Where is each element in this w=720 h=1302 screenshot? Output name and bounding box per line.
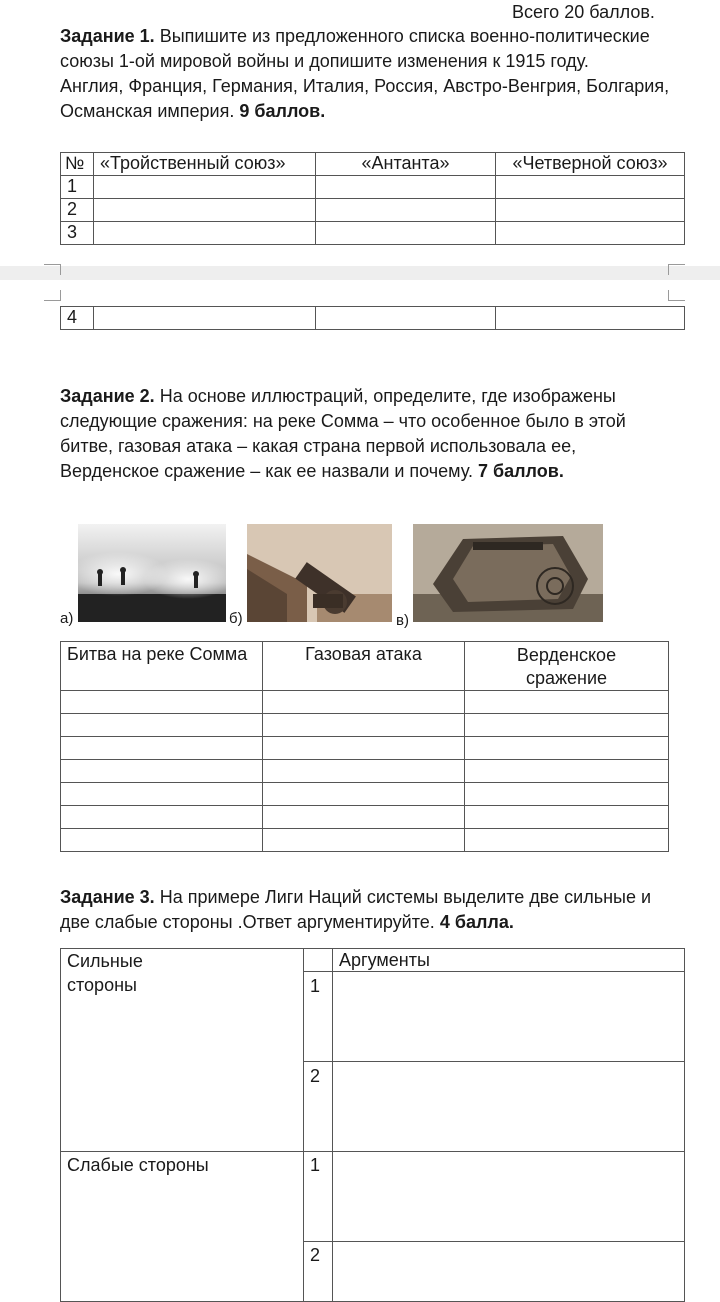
arguments-header: Аргументы (333, 949, 685, 972)
answer-cell[interactable] (465, 829, 669, 852)
answer-cell[interactable] (316, 307, 496, 330)
answer-cell[interactable] (496, 307, 685, 330)
argument-cell[interactable] (333, 1062, 685, 1152)
task1-countries: Англия, Франция, Германия, Италия, Россия, Австро-Венгрия, Болгария, Османская империя. (60, 76, 670, 121)
answer-cell[interactable] (61, 691, 263, 714)
answer-cell[interactable] (465, 691, 669, 714)
answer-cell[interactable] (263, 691, 465, 714)
page-corner-mark (44, 290, 61, 301)
answer-cell[interactable] (465, 714, 669, 737)
task2-points: 7 баллов. (477, 461, 564, 481)
answer-cell[interactable] (61, 737, 263, 760)
league-of-nations-table (60, 948, 685, 1302)
answer-cell[interactable] (263, 829, 465, 852)
task1-points: 9 баллов. (239, 101, 326, 121)
answer-cell[interactable] (496, 199, 685, 222)
strong-sides-label: Сильные стороны (61, 949, 304, 1152)
task2-instructions: На основе иллюстраций, определите, где изображены следующие сражения: на реке Сомма – что особенное было в этой битве, газовая атака – какая страна первой использовала ее, Верденское сражение – как ее назвали и почему. (60, 386, 626, 481)
col-somme: Битва на реке Сомма (61, 642, 263, 691)
argument-cell[interactable] (333, 1242, 685, 1302)
tank-photo (413, 524, 603, 622)
photo-label-a: а) (60, 610, 74, 627)
answer-cell[interactable] (61, 714, 263, 737)
task3-label: Задание 3. (60, 887, 155, 907)
col-gas-attack: Газовая атака (263, 642, 465, 691)
task1-label: Задание 1. (60, 26, 155, 46)
photo-label-c: в) (396, 612, 409, 629)
page-corner-mark (668, 264, 685, 275)
answer-cell[interactable] (61, 783, 263, 806)
answer-cell[interactable] (465, 783, 669, 806)
col-central-powers: «Четверной союз» (496, 153, 685, 176)
argument-cell[interactable] (333, 1152, 685, 1242)
task3-text (60, 885, 670, 935)
task3-points: 4 балла. (439, 912, 514, 932)
answer-cell[interactable] (263, 806, 465, 829)
num-cell (304, 949, 333, 972)
row-number: 1 (304, 972, 333, 1062)
answer-cell[interactable] (496, 176, 685, 199)
page-corner-mark (44, 264, 61, 275)
answer-cell[interactable] (316, 222, 496, 245)
answer-cell[interactable] (263, 714, 465, 737)
artillery-photo (247, 524, 392, 622)
task1-text (60, 24, 685, 124)
answer-cell[interactable] (61, 806, 263, 829)
total-points: Всего 20 баллов. (512, 2, 655, 22)
answer-cell[interactable] (316, 176, 496, 199)
gas-attack-photo (78, 524, 226, 622)
page-corner-mark (668, 290, 685, 301)
answer-cell[interactable] (61, 829, 263, 852)
col-number: № (61, 153, 94, 176)
row-number: 2 (61, 199, 94, 222)
task2-label: Задание 2. (60, 386, 155, 406)
row-number: 1 (61, 176, 94, 199)
answer-cell[interactable] (94, 307, 316, 330)
page-break (0, 266, 720, 280)
task3-instructions: На примере Лиги Наций системы выделите две сильные и две слабые стороны .Ответ аргументируйте. (60, 887, 652, 932)
col-verdun: Верденское сражение (465, 642, 669, 691)
argument-cell[interactable] (333, 972, 685, 1062)
col-entente: «Антанта» (316, 153, 496, 176)
row-number: 1 (304, 1152, 333, 1242)
battles-table (60, 641, 669, 852)
answer-cell[interactable] (94, 222, 316, 245)
answer-cell[interactable] (496, 222, 685, 245)
answer-cell[interactable] (263, 783, 465, 806)
row-number: 2 (304, 1242, 333, 1302)
answer-cell[interactable] (263, 760, 465, 783)
row-number: 2 (304, 1062, 333, 1152)
task2-text (60, 384, 670, 484)
answer-cell[interactable] (465, 737, 669, 760)
row-number: 4 (61, 307, 94, 330)
answer-cell[interactable] (465, 806, 669, 829)
alliances-table (60, 152, 685, 245)
answer-cell[interactable] (465, 760, 669, 783)
answer-cell[interactable] (94, 176, 316, 199)
row-number: 3 (61, 222, 94, 245)
alliances-table-continued (60, 306, 685, 330)
answer-cell[interactable] (61, 760, 263, 783)
weak-sides-label: Слабые стороны (61, 1152, 304, 1302)
col-triple-alliance: «Тройственный союз» (94, 153, 316, 176)
answer-cell[interactable] (94, 199, 316, 222)
photo-label-b: б) (229, 610, 243, 627)
task1-instructions: Выпишите из предложенного списка военно-политические союзы 1-ой мировой войны и допишите изменения к 1915 году. (60, 26, 650, 71)
answer-cell[interactable] (316, 199, 496, 222)
answer-cell[interactable] (263, 737, 465, 760)
